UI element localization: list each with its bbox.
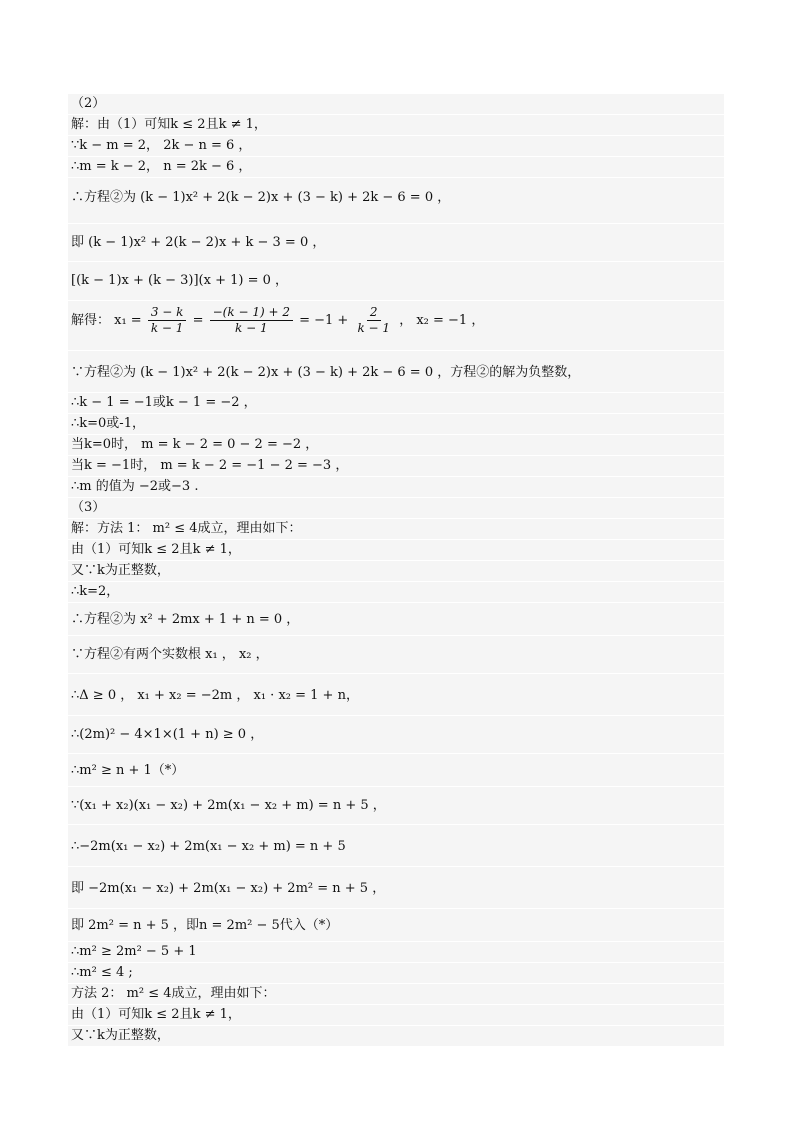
fraction <box>354 305 393 336</box>
fraction-denominator: k − 1 <box>234 321 268 335</box>
text-line: 当k = −1时， m = k − 2 = −1 − 2 = −3 ， <box>68 456 724 477</box>
solution-document <box>68 94 724 1047</box>
text-line: ∵方程②有两个实数根 x₁ ， x₂ ， <box>68 636 724 674</box>
text-line: ∴m² ≥ 2m² − 5 + 1 <box>68 942 724 963</box>
text-line: ∴m = k − 2， n = 2k − 6 ， <box>68 157 724 178</box>
text-line: 解：由（1）可知k ≤ 2且k ≠ 1， <box>68 115 724 136</box>
text-line: 方法 2： m² ≤ 4成立，理由如下： <box>68 984 724 1005</box>
solve-suffix: ， x₂ = −1 ， <box>399 313 485 328</box>
text-line: ∴k=2， <box>68 582 724 603</box>
fraction <box>148 305 187 336</box>
fraction-numerator: −(k − 1) + 2 <box>210 305 293 321</box>
text-line: 由（1）可知k ≤ 2且k ≠ 1， <box>68 1005 724 1026</box>
text-line: ∵方程②为 (k − 1)x² + 2(k − 2)x + (3 − k) + 2k − 6 = 0 ，方程②的解为负整数， <box>68 351 724 393</box>
fraction-denominator: k − 1 <box>150 321 184 335</box>
text-line: （3） <box>68 498 724 519</box>
text-line: 解：方法 1： m² ≤ 4成立，理由如下： <box>68 519 724 540</box>
text-line: ∴m² ≥ n + 1（*） <box>68 754 724 787</box>
text-line: ∴(2m)² − 4×1×(1 + n) ≥ 0 ， <box>68 716 724 754</box>
equals-sign: = <box>192 313 204 328</box>
text-line: 又∵k为正整数， <box>68 561 724 582</box>
text-line: 由（1）可知k ≤ 2且k ≠ 1， <box>68 540 724 561</box>
text-line: 又∵k为正整数， <box>68 1026 724 1047</box>
text-line: [(k − 1)x + (k − 3)](x + 1) = 0 ， <box>68 262 724 301</box>
equals-expression: = −1 + <box>299 313 349 328</box>
text-line: ∴m 的值为 −2或−3 . <box>68 477 724 498</box>
text-line: ∴−2m(x₁ − x₂) + 2m(x₁ − x₂ + m) = n + 5 <box>68 825 724 867</box>
text-line: ∵k − m = 2， 2k − n = 6 ， <box>68 136 724 157</box>
text-line: ∴k=0或-1， <box>68 414 724 435</box>
text-line: 即 2m² = n + 5 ，即n = 2m² − 5代入（*） <box>68 909 724 942</box>
text-line: ∴方程②为 (k − 1)x² + 2(k − 2)x + (3 − k) + 2k − 6 = 0 ， <box>68 178 724 224</box>
text-line: ∴方程②为 x² + 2mx + 1 + n = 0 ， <box>68 603 724 636</box>
text-line: 即 −2m(x₁ − x₂) + 2m(x₁ − x₂) + 2m² = n + 5 ， <box>68 867 724 909</box>
text-line: （2） <box>68 94 724 115</box>
text-line: ∴Δ ≥ 0 ， x₁ + x₂ = −2m ， x₁ · x₂ = 1 + n， <box>68 674 724 716</box>
solve-prefix: 解得： x₁ = <box>71 313 142 328</box>
fraction-numerator: 3 − k <box>148 305 187 321</box>
text-line: ∵(x₁ + x₂)(x₁ − x₂) + 2m(x₁ − x₂ + m) = n + 5 ， <box>68 787 724 825</box>
fraction-numerator: 2 <box>367 305 381 321</box>
text-line: 当k=0时， m = k − 2 = 0 − 2 = −2 ， <box>68 435 724 456</box>
text-line: 即 (k − 1)x² + 2(k − 2)x + k − 3 = 0 ， <box>68 224 724 262</box>
fraction-denominator: k − 1 <box>357 321 391 335</box>
text-line: ∴m² ≤ 4 ; <box>68 963 724 984</box>
fraction <box>210 305 293 336</box>
text-line: ∴k − 1 = −1或k − 1 = −2 ， <box>68 393 724 414</box>
solution-formula-line <box>68 301 724 351</box>
